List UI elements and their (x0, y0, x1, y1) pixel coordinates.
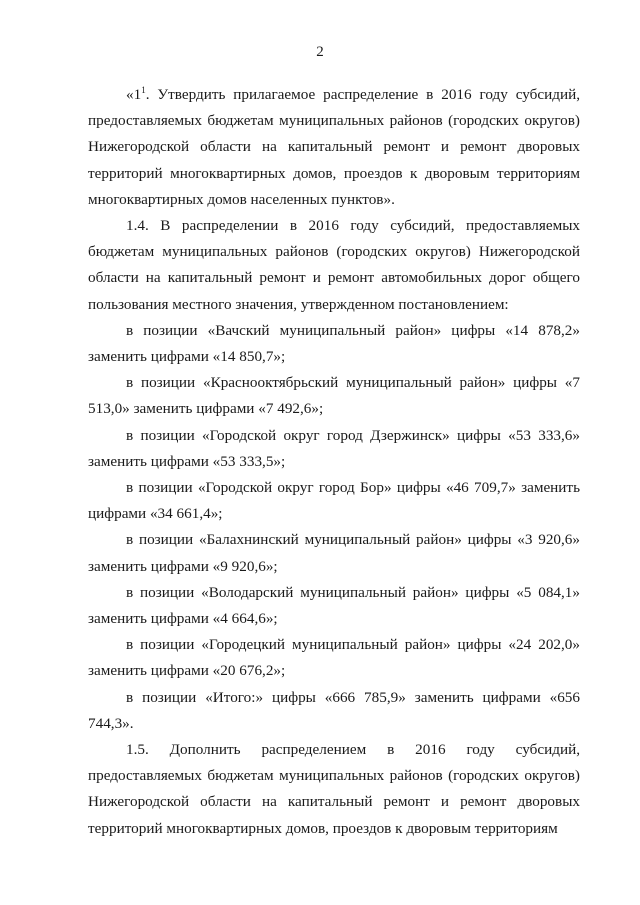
paragraph-dzerzhinsk: в позиции «Городской округ город Дзержинск» цифры «53 333,6» заменить цифрами «53 333,5»; (88, 426, 580, 470)
paragraph-bor: в позиции «Городской округ город Бор» цифры «46 709,7» заменить цифрами «34 661,4»; (88, 479, 580, 523)
paragraph-krasnooktyabrsky: в позиции «Краснооктябрьский муниципальный район» цифры «7 513,0» заменить цифрами «7 492,6»; (88, 374, 580, 418)
paragraph-1-1-text: . Утвердить прилагаемое распределение в 2016 году субсидий, предоставляемых бюджетам муниципальных районов (городских округов) Нижегородской области на капитальный ремонт и ремонт дворовых территорий многоквартирных домов, проездов к дворовым территориям многоквартирных домов населенных пунктов». (88, 86, 580, 208)
superscript-mark: 1 (141, 85, 146, 95)
paragraph-1-1-prefix: «1 (126, 86, 142, 103)
paragraph-total: в позиции «Итого:» цифры «666 785,9» заменить цифрами «656 744,3». (88, 688, 580, 732)
document-body (88, 82, 580, 842)
paragraph-1-4: 1.4. В распределении в 2016 году субсидий, предоставляемых бюджетам муниципальных районов (городских округов) Нижегородской области на капитальный ремонт и ремонт автомобильных дорог общего пользования местного значения, утвержденном постановлением: (88, 217, 580, 313)
paragraph-volodarsky: в позиции «Володарский муниципальный район» цифры «5 084,1» заменить цифрами «4 664,6»; (88, 583, 580, 628)
paragraph-1-5: 1.5. Дополнить распределением в 2016 году субсидий, предоставляемых бюджетам муниципальных районов (городских округов) Нижегородской области на капитальный ремонт и ремонт дворовых территорий многоквартирных домов, проездов к дворовым территориям (88, 741, 580, 837)
paragraph-balakhna: в позиции «Балахнинский муниципальный район» цифры «3 920,6» заменить цифрами «9 920,6»; (88, 531, 580, 575)
page-number: 2 (316, 44, 324, 60)
paragraph-1-1 (88, 82, 580, 213)
paragraph-gorodets: в позиции «Городецкий муниципальный район» цифры «24 202,0» заменить цифрами «20 676,2»; (88, 636, 580, 680)
paragraph-vachsky: в позиции «Вачский муниципальный район» цифры «14 878,2» заменить цифрами «14 850,7»; (88, 321, 580, 366)
